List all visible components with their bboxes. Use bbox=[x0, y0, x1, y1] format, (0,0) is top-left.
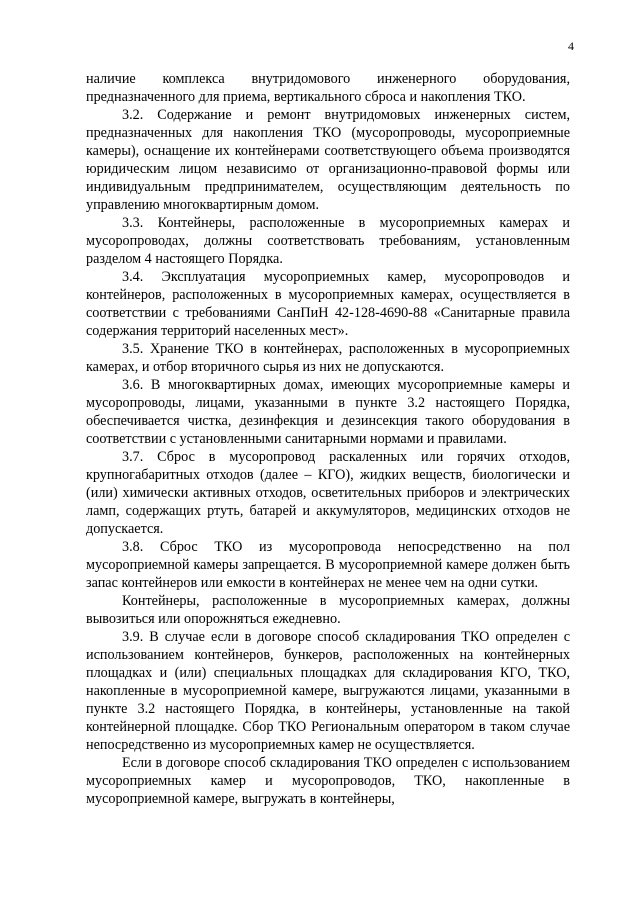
paragraph-3-3: 3.3. Контейнеры, расположенные в мусороприемных камерах и мусоропроводах, должны соответствовать требованиям, установленным разделом 4 настоящего Порядка. bbox=[86, 215, 570, 267]
paragraph-3-6: 3.6. В многоквартирных домах, имеющих мусороприемные камеры и мусоропроводы, лицами, указанными в пункте 3.2 настоящего Порядка, обеспечивается чистка, дезинфекция и дезинсекция такого оборудования в соответствии с установленными санитарными нормами и правилами. bbox=[86, 377, 570, 447]
paragraph-3-2: 3.2. Содержание и ремонт внутридомовых инженерных систем, предназначенных для накопления ТКО (мусоропроводы, мусороприемные камеры), оснащение их контейнерами соответствующего объема производятся юридическим лицом независимо от организационно-правовой формы или индивидуальным предпринимателем, осуществляющим деятельность по управлению многоквартирным домом. bbox=[86, 107, 570, 213]
paragraph-3-7: 3.7. Сброс в мусоропровод раскаленных или горячих отходов, крупногабаритных отходов (далее – КГО), жидких веществ, биологически и (или) химически активных отходов, осветительных приборов и электрических ламп, содержащих ртуть, батарей и аккумуляторов, медицинских отходов не допускается. bbox=[86, 449, 570, 537]
paragraph-if-chutes: Если в договоре способ складирования ТКО определен с использованием мусороприемных камер и мусоропроводов, ТКО, накопленные в мусороприемной камере, выгружать в контейнеры, bbox=[86, 755, 570, 807]
page-number: 4 bbox=[568, 39, 574, 53]
paragraph-3-8: 3.8. Сброс ТКО из мусоропровода непосредственно на пол мусороприемной камеры запрещается. В мусороприемной камере должен быть запас контейнеров или емкости в контейнерах не менее чем на одни сутки. bbox=[86, 539, 570, 591]
document-body bbox=[86, 70, 570, 808]
paragraph-continuation: наличие комплекса внутридомового инженерного оборудования, предназначенного для приема, вертикального сброса и накопления ТКО. bbox=[86, 71, 570, 105]
paragraph-containers-daily: Контейнеры, расположенные в мусороприемных камерах, должны вывозиться или опорожняться ежедневно. bbox=[86, 593, 570, 627]
paragraph-3-4: 3.4. Эксплуатация мусороприемных камер, мусоропроводов и контейнеров, расположенных в мусороприемных камерах, осуществляется в соответствии с требованиями СанПиН 42-128-4690-88 «Санитарные правила содержания территорий населенных мест». bbox=[86, 269, 570, 339]
paragraph-3-5: 3.5. Хранение ТКО в контейнерах, расположенных в мусороприемных камерах, и отбор вторичного сырья из них не допускаются. bbox=[86, 341, 570, 375]
paragraph-3-9: 3.9. В случае если в договоре способ складирования ТКО определен с использованием контейнеров, бункеров, расположенных на контейнерных площадках и (или) специальных площадках для складирования КГО, ТКО, накопленные в мусороприемной камере, выгружаются лицами, указанными в пункте 3.2 настоящего Порядка, в контейнеры, установленные на такой контейнерной площадке. Сбор ТКО Региональным оператором в таком случае непосредственно из мусороприемных камер не осуществляется. bbox=[86, 629, 570, 753]
